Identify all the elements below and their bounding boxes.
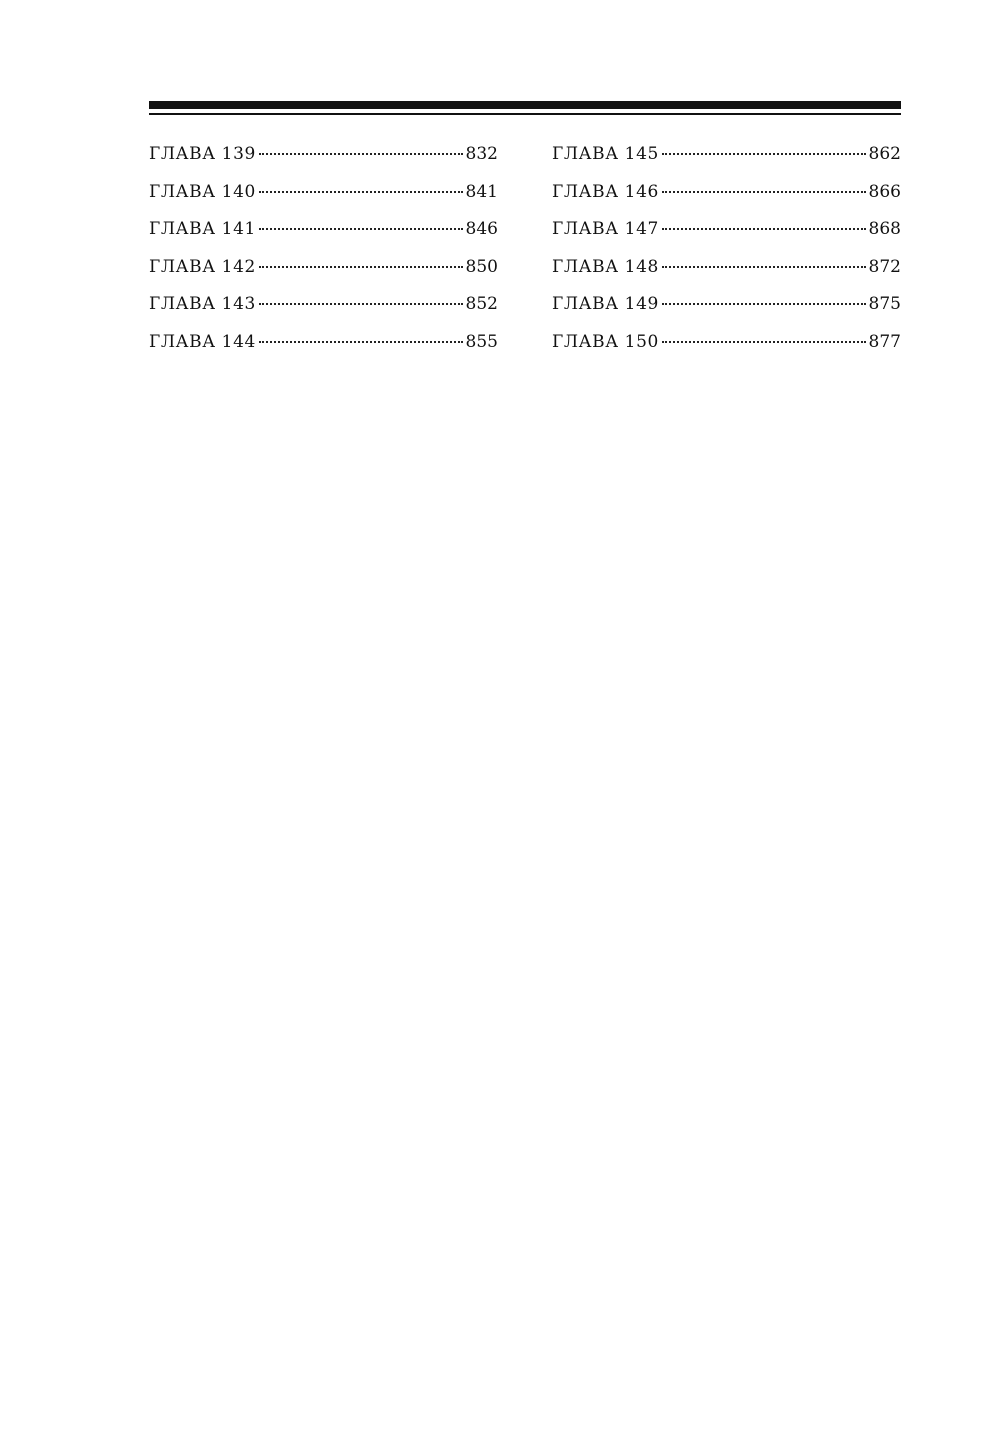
toc-entry[interactable]	[149, 177, 498, 215]
chapter-label: ГЛАВА 149	[552, 294, 659, 314]
header-rule-thin	[149, 113, 901, 115]
toc-entry[interactable]	[149, 214, 498, 252]
page-number: 868	[868, 219, 901, 239]
toc-entry[interactable]	[149, 327, 498, 365]
dot-leader	[259, 341, 463, 343]
toc-entry[interactable]	[149, 289, 498, 327]
chapter-label: ГЛАВА 150	[552, 331, 659, 352]
dot-leader	[662, 341, 866, 343]
page-number: 850	[465, 256, 498, 277]
dot-leader	[662, 303, 866, 305]
chapter-label: ГЛАВА 140	[149, 181, 256, 202]
dot-leader	[259, 266, 463, 268]
chapter-label: ГЛАВА 143	[149, 294, 256, 314]
dot-leader	[259, 191, 463, 193]
dot-leader	[662, 191, 866, 193]
page-number: 866	[868, 181, 901, 202]
toc-entry[interactable]	[552, 289, 901, 327]
page-number: 855	[465, 331, 498, 352]
dot-leader	[259, 303, 463, 305]
toc-column-right	[552, 139, 901, 364]
chapter-label: ГЛАВА 144	[149, 331, 256, 352]
chapter-label: ГЛАВА 146	[552, 181, 659, 202]
toc-entry[interactable]	[552, 214, 901, 252]
page-number: 852	[465, 294, 498, 314]
chapter-label: ГЛАВА 147	[552, 219, 659, 239]
chapter-label: ГЛАВА 141	[149, 219, 256, 239]
toc-column-left	[149, 139, 498, 364]
page-number: 875	[868, 294, 901, 314]
dot-leader	[662, 228, 866, 230]
toc-entry[interactable]	[149, 252, 498, 290]
page-number: 846	[465, 219, 498, 239]
page-number: 862	[868, 144, 901, 164]
header-rule-thick	[149, 101, 901, 109]
chapter-label: ГЛАВА 145	[552, 144, 659, 164]
page-number: 832	[465, 144, 498, 164]
dot-leader	[259, 153, 463, 155]
toc-entry[interactable]	[552, 139, 901, 177]
dot-leader	[259, 228, 463, 230]
toc-entry[interactable]	[149, 139, 498, 177]
chapter-label: ГЛАВА 139	[149, 144, 256, 164]
page-number: 877	[868, 331, 901, 352]
toc-entry[interactable]	[552, 327, 901, 365]
toc-entry[interactable]	[552, 252, 901, 290]
chapter-label: ГЛАВА 142	[149, 256, 256, 277]
dot-leader	[662, 153, 866, 155]
chapter-label: ГЛАВА 148	[552, 256, 659, 277]
toc-entry[interactable]	[552, 177, 901, 215]
dot-leader	[662, 266, 866, 268]
page-number: 872	[868, 256, 901, 277]
page-number: 841	[465, 181, 498, 202]
